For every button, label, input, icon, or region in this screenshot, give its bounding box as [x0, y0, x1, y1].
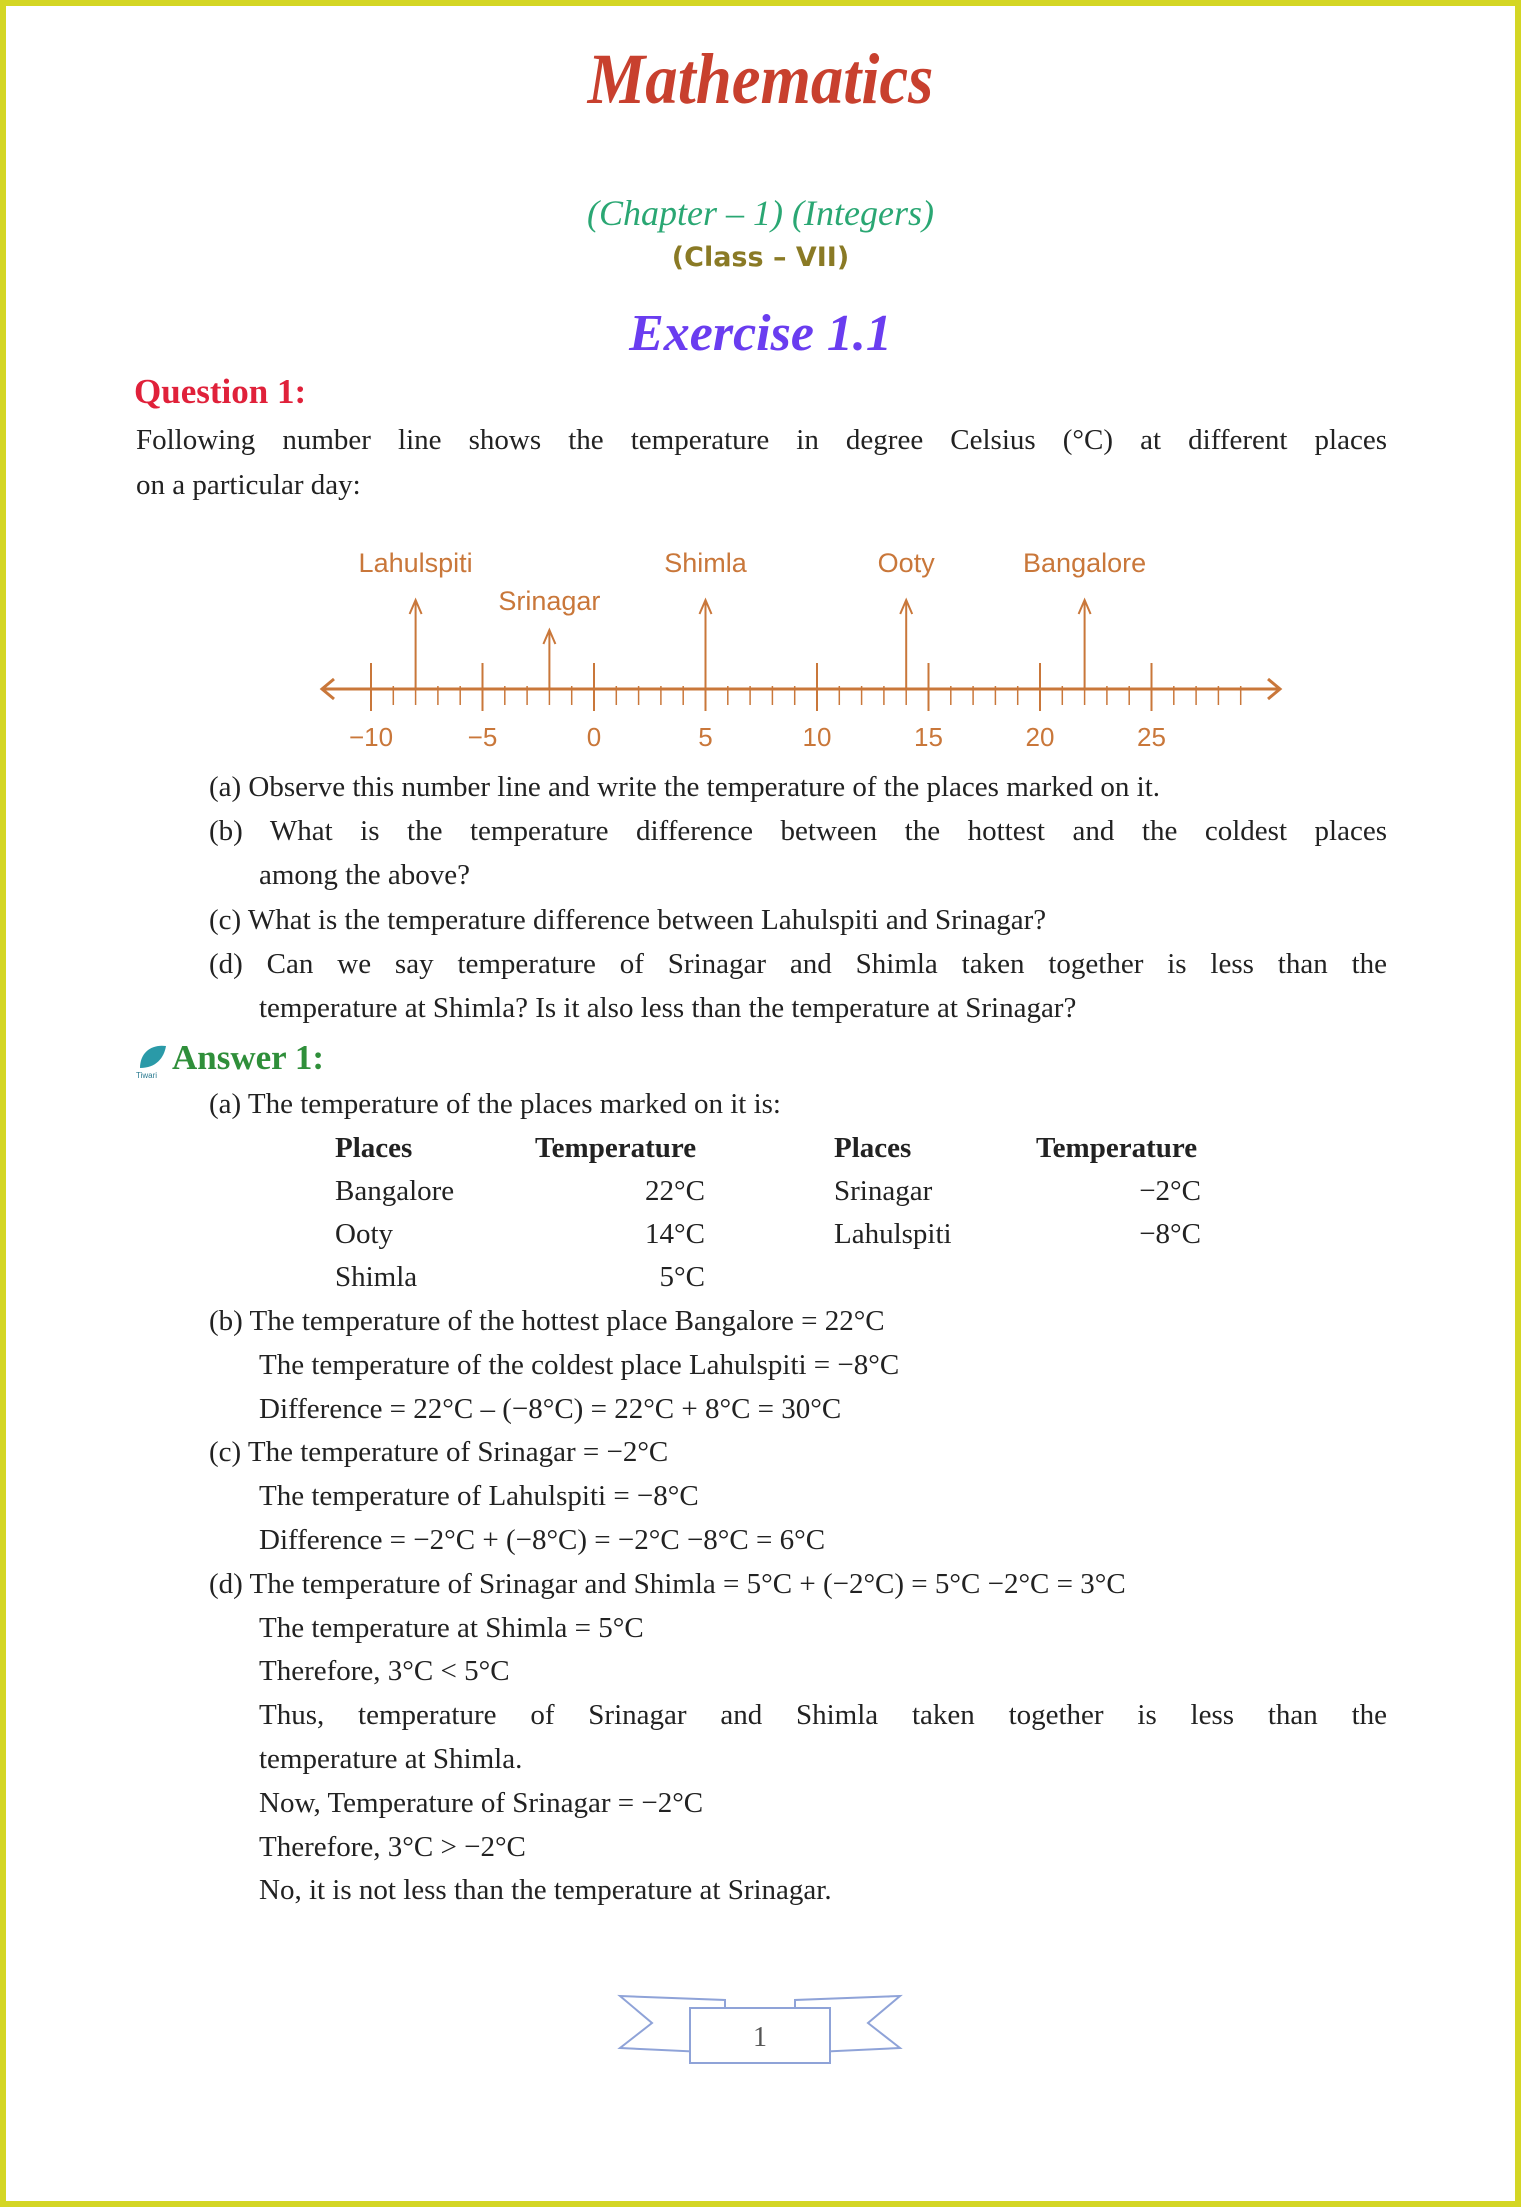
- class-heading: (Class – VII): [671, 242, 850, 273]
- temperature-number-line: [300, 530, 1300, 770]
- answer-part-a-intro: (a) The temperature of the places marked on it is:: [209, 1088, 781, 1120]
- tick-label: 10: [802, 722, 832, 752]
- question-part-a: (a) Observe this number line and write the temperature of the places marked on it.: [209, 771, 1161, 803]
- answer-line: The temperature of the coldest place Lahulspiti = −8°C: [259, 1348, 900, 1381]
- marker-label: Ooty: [877, 548, 935, 578]
- table-cell: −2°C: [1139, 1175, 1201, 1207]
- chapter-heading: (Chapter – 1) (Integers): [587, 193, 934, 233]
- answer-line: No, it is not less than the temperature at Srinagar.: [259, 1874, 832, 1907]
- answer-line: (c) The temperature of Srinagar = −2°C: [209, 1436, 669, 1469]
- table-header: Temperature: [535, 1132, 697, 1164]
- marker-label: Srinagar: [498, 586, 601, 616]
- answer-line: (b) The temperature of the hottest place Bangalore = 22°C: [209, 1305, 885, 1337]
- table-cell: 5°C: [659, 1261, 705, 1293]
- answer-line: Therefore, 3°C > −2°C: [259, 1830, 526, 1863]
- question-part-d: (d) Can we say temperature of Srinagar and Shimla taken together is less than the: [209, 948, 1387, 980]
- answer-line: The temperature at Shimla = 5°C: [259, 1611, 644, 1644]
- table-cell: 14°C: [645, 1218, 705, 1250]
- question-intro-line: Following number line shows the temperature in degree Celsius (°C) at different places: [136, 424, 1387, 456]
- answer-line: The temperature of Lahulspiti = −8°C: [259, 1480, 699, 1513]
- tiwari-logo-icon: [134, 1040, 170, 1080]
- page-title: Mathematics: [587, 39, 934, 119]
- answer-line: Now, Temperature of Srinagar = −2°C: [259, 1786, 704, 1819]
- tick-label: −5: [467, 722, 498, 752]
- table-header: Temperature: [1036, 1132, 1198, 1164]
- exercise-heading: Exercise 1.1: [629, 305, 892, 362]
- question-part-b: (b) What is the temperature difference between the hottest and the coldest places: [209, 815, 1387, 847]
- tick-label: 25: [1137, 722, 1166, 752]
- tick-label: 0: [586, 722, 602, 752]
- table-cell: 22°C: [645, 1175, 705, 1207]
- table-cell: Ooty: [335, 1218, 393, 1250]
- table-cell: Shimla: [335, 1261, 418, 1293]
- table-cell: Bangalore: [335, 1175, 455, 1207]
- tick-label: −10: [348, 722, 394, 752]
- tick-label: 15: [914, 722, 943, 752]
- question-part-d-cont: temperature at Shimla? Is it also less than the temperature at Srinagar?: [259, 992, 1077, 1024]
- answer-line: Difference = 22°C – (−8°C) = 22°C + 8°C = 30°C: [259, 1392, 842, 1425]
- question-intro-line: on a particular day:: [136, 469, 361, 501]
- marker-label: Bangalore: [1023, 548, 1147, 578]
- question-heading: Question 1:: [134, 372, 307, 411]
- marker-label: Shimla: [664, 548, 747, 578]
- answer-heading: Answer 1:: [172, 1038, 324, 1077]
- question-part-b-cont: among the above?: [259, 859, 470, 891]
- svg-text:Tiwari: Tiwari: [136, 1071, 158, 1080]
- page-number: 1: [753, 2022, 767, 2053]
- table-header: Places: [834, 1132, 912, 1164]
- answer-line: (d) The temperature of Srinagar and Shimla = 5°C + (−2°C) = 5°C −2°C = 3°C: [209, 1567, 1126, 1600]
- answer-line: Thus, temperature of Srinagar and Shimla taken together is less than the: [259, 1699, 1387, 1732]
- table-cell: −8°C: [1139, 1218, 1201, 1250]
- tick-label: 20: [1025, 722, 1055, 752]
- answer-line: Therefore, 3°C < 5°C: [259, 1655, 510, 1688]
- answer-line: temperature at Shimla.: [259, 1743, 523, 1775]
- question-part-c: (c) What is the temperature difference between Lahulspiti and Srinagar?: [209, 904, 1047, 936]
- answer-line: Difference = −2°C + (−8°C) = −2°C −8°C = 6°C: [259, 1524, 826, 1556]
- table-header: Places: [335, 1132, 413, 1164]
- table-cell: Lahulspiti: [834, 1218, 952, 1250]
- tick-label: 5: [698, 722, 713, 752]
- table-cell: Srinagar: [834, 1175, 933, 1207]
- marker-label: Lahulspiti: [358, 548, 473, 578]
